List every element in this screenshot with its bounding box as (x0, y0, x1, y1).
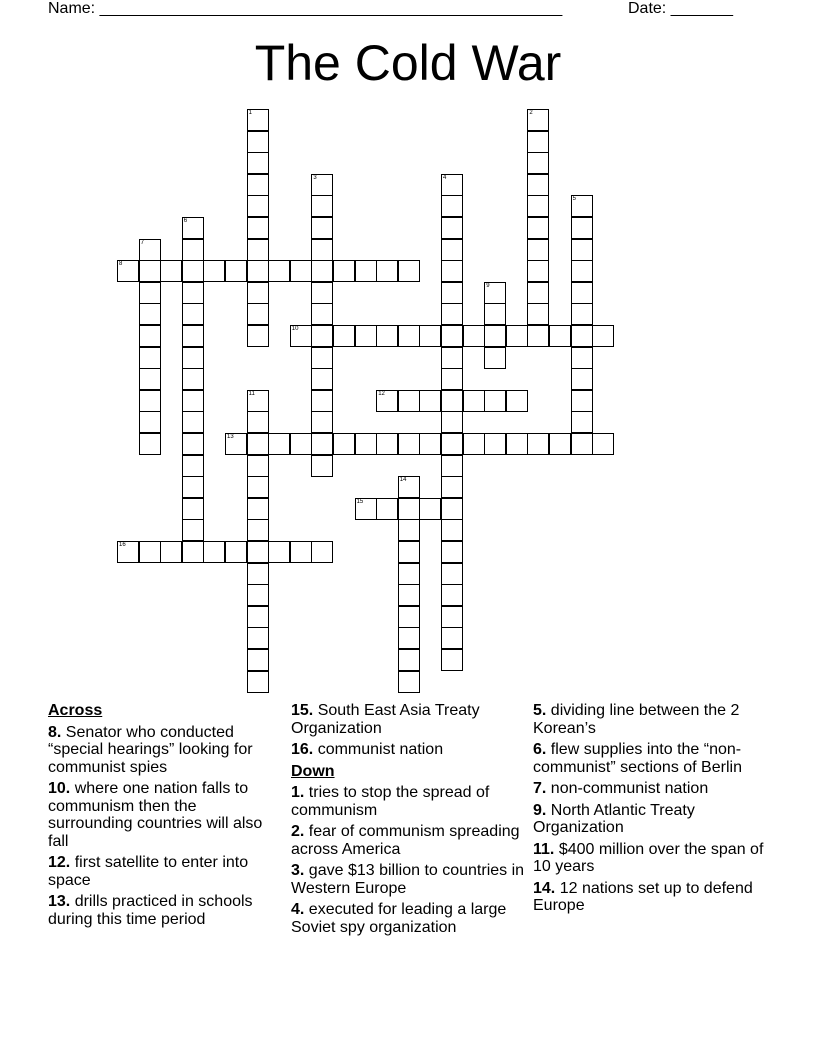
crossword-cell[interactable] (182, 519, 204, 541)
clue-number: 1. (291, 784, 305, 801)
clue-number: 14. (533, 879, 556, 897)
crossword-cell[interactable] (160, 260, 182, 282)
crossword-cell[interactable] (376, 433, 398, 455)
clue-text: non-communist nation (550, 780, 709, 797)
crossword-cell[interactable] (506, 325, 528, 347)
clue-number: 6. (533, 741, 547, 758)
crossword-cell[interactable] (441, 217, 463, 239)
crossword-cell[interactable] (247, 131, 269, 153)
crossword-cell[interactable] (290, 325, 312, 347)
crossword-cell[interactable] (527, 433, 549, 455)
crossword-cell[interactable] (441, 260, 463, 282)
crossword-cell[interactable] (441, 282, 463, 304)
crossword-cell[interactable] (441, 649, 463, 671)
crossword-cell[interactable] (527, 282, 549, 304)
clue-number: 15. (291, 702, 314, 719)
clue-text: flew supplies into the “non-communist” sections of Berlin (533, 741, 742, 776)
crossword-cell[interactable] (506, 433, 528, 455)
crossword-cell[interactable] (571, 260, 593, 282)
crossword-cell[interactable] (139, 239, 161, 261)
crossword-cell[interactable] (247, 563, 269, 585)
cell-number: 12 (378, 390, 385, 397)
crossword-cell[interactable] (333, 433, 355, 455)
crossword-cell[interactable] (463, 390, 485, 412)
cell-number: 16 (119, 542, 126, 548)
crossword-cell[interactable] (311, 303, 333, 325)
clue-text: fear of communism spreading across America (291, 823, 520, 858)
crossword-cell[interactable] (247, 109, 269, 131)
crossword-cell[interactable] (527, 152, 549, 174)
clue-text: communist nation (317, 741, 444, 758)
clues-column-3 (533, 702, 773, 919)
crossword-cell[interactable] (182, 260, 204, 282)
crossword-cell[interactable] (311, 411, 333, 433)
crossword-cell[interactable] (290, 541, 312, 563)
crossword-cell[interactable] (398, 671, 420, 693)
cell-number: 10 (291, 326, 299, 332)
crossword-cell[interactable] (419, 390, 441, 412)
crossword-cell[interactable] (441, 519, 463, 541)
crossword-cell[interactable] (311, 347, 333, 369)
crossword-cell[interactable] (311, 260, 333, 282)
crossword-cell[interactable] (527, 174, 549, 196)
crossword-cell[interactable] (139, 282, 161, 304)
crossword-cell[interactable] (311, 455, 333, 477)
crossword-cell[interactable] (527, 303, 549, 325)
clue-across-12 (48, 854, 284, 889)
crossword-cell[interactable] (398, 390, 420, 412)
crossword-cell[interactable] (441, 627, 463, 649)
clues-column-1 (48, 702, 284, 932)
crossword-cell[interactable] (571, 411, 593, 433)
clue-text: where one nation falls to communism then the surrounding countries will also fall (48, 780, 263, 850)
clue-text: South East Asia Treaty Organization (291, 702, 480, 737)
clue-down-7 (533, 780, 773, 798)
crossword-cell[interactable] (139, 390, 161, 412)
crossword-cell[interactable] (247, 325, 269, 347)
crossword-cell[interactable] (527, 325, 549, 347)
crossword-cell[interactable] (247, 217, 269, 239)
cell-number: 1 (248, 110, 252, 116)
clue-across-15 (291, 702, 527, 737)
down-heading: Down (291, 762, 335, 780)
crossword-cell[interactable] (182, 347, 204, 369)
crossword-cell[interactable] (398, 563, 420, 585)
clue-number: 12. (48, 854, 71, 871)
crossword-cell[interactable] (463, 325, 485, 347)
crossword-cell[interactable] (571, 217, 593, 239)
cell-number: 13 (227, 434, 234, 440)
crossword-cell[interactable] (441, 368, 463, 390)
crossword-cell[interactable] (355, 433, 377, 455)
crossword-cell[interactable] (441, 498, 463, 520)
crossword-cell[interactable] (398, 649, 420, 671)
crossword-cell[interactable] (398, 433, 420, 455)
cell-number: 3 (313, 174, 317, 181)
crossword-cell[interactable] (592, 325, 614, 347)
crossword-cell[interactable] (311, 325, 333, 347)
crossword-cell[interactable] (527, 195, 549, 217)
clue-down-4 (291, 901, 527, 936)
crossword-cell[interactable] (441, 476, 463, 498)
clue-number: 3. (291, 862, 305, 879)
crossword-cell[interactable] (484, 390, 506, 412)
crossword-cell[interactable] (247, 627, 269, 649)
crossword-cell[interactable] (484, 303, 506, 325)
crossword-cell[interactable] (376, 325, 398, 347)
crossword-cell[interactable] (376, 498, 398, 520)
crossword-cell[interactable] (311, 368, 333, 390)
crossword-cell[interactable] (355, 325, 377, 347)
crossword-cell[interactable] (247, 152, 269, 174)
crossword-cell[interactable] (441, 239, 463, 261)
crossword-cell[interactable] (247, 174, 269, 196)
date-field-line: Date: _______ (628, 0, 733, 17)
crossword-cell[interactable] (139, 303, 161, 325)
clue-number: 5. (533, 702, 547, 719)
crossword-cell[interactable] (571, 282, 593, 304)
crossword-cell[interactable] (571, 390, 593, 412)
crossword-cell[interactable] (376, 390, 398, 412)
clue-text: dividing line between the 2 Korean’s (533, 702, 740, 737)
page-title: The Cold War (254, 35, 562, 91)
crossword-cell[interactable] (139, 325, 161, 347)
crossword-cell[interactable] (398, 260, 420, 282)
crossword-cell[interactable] (247, 282, 269, 304)
crossword-cell[interactable] (203, 541, 225, 563)
clue-text: North Atlantic Treaty Organization (533, 801, 695, 836)
clue-text: first satellite to enter into space (48, 854, 249, 889)
cell-number: 8 (119, 261, 123, 268)
crossword-cell[interactable] (247, 541, 269, 563)
clue-across-8 (48, 724, 284, 777)
clue-number: 16. (291, 741, 314, 758)
crossword-cell[interactable] (441, 174, 463, 196)
crossword-cell[interactable] (441, 325, 463, 347)
crossword-cell[interactable] (160, 541, 182, 563)
crossword-cell[interactable] (139, 411, 161, 433)
crossword-cell[interactable] (182, 325, 204, 347)
crossword-cell[interactable] (419, 433, 441, 455)
clue-text: tries to stop the spread of communism (291, 784, 490, 819)
crossword-cell[interactable] (268, 260, 290, 282)
clue-down-1 (291, 784, 527, 819)
crossword-cell[interactable] (182, 303, 204, 325)
clue-number: 10. (48, 780, 71, 797)
crossword-cell[interactable] (398, 627, 420, 649)
crossword-cell[interactable] (463, 433, 485, 455)
crossword-cell[interactable] (311, 217, 333, 239)
cell-number: 6 (183, 218, 188, 224)
crossword-cell[interactable] (311, 195, 333, 217)
crossword-cell[interactable] (268, 541, 290, 563)
crossword-cell[interactable] (398, 584, 420, 606)
crossword-cell[interactable] (290, 260, 312, 282)
clue-text: Senator who conducted “special hearings” looking for communist spies (48, 723, 253, 776)
crossword-cell[interactable] (484, 282, 506, 304)
crossword-cell[interactable] (268, 433, 290, 455)
crossword-cell[interactable] (182, 433, 204, 455)
crossword-cell[interactable] (571, 368, 593, 390)
crossword-cell[interactable] (182, 239, 204, 261)
crossword-cell[interactable] (398, 498, 420, 520)
crossword-cell[interactable] (441, 455, 463, 477)
crossword-cell[interactable] (247, 649, 269, 671)
crossword-cell[interactable] (398, 325, 420, 347)
crossword-cell[interactable] (290, 433, 312, 455)
crossword-cell[interactable] (225, 541, 247, 563)
crossword-cell[interactable] (398, 541, 420, 563)
crossword-cell[interactable] (441, 563, 463, 585)
crossword-cell[interactable] (398, 519, 420, 541)
crossword-cell[interactable] (182, 455, 204, 477)
crossword-cell[interactable] (139, 433, 161, 455)
crossword-cell[interactable] (182, 282, 204, 304)
crossword-cell[interactable] (311, 541, 333, 563)
clue-across-13 (48, 893, 284, 928)
crossword-cell[interactable] (247, 390, 269, 412)
name-field-line: Name: ____________________________________________________ (48, 0, 563, 17)
clue-down-14 (533, 880, 773, 915)
crossword-cell[interactable] (527, 260, 549, 282)
crossword-cell[interactable] (398, 476, 420, 498)
crossword-cell[interactable] (182, 476, 204, 498)
crossword-cell[interactable] (527, 109, 549, 131)
crossword-cell[interactable] (441, 606, 463, 628)
cell-number: 5 (572, 196, 576, 203)
crossword-cell[interactable] (139, 368, 161, 390)
crossword-cell[interactable] (117, 541, 139, 563)
crossword-cell[interactable] (203, 260, 225, 282)
crossword-cell[interactable] (419, 498, 441, 520)
crossword-cell[interactable] (571, 433, 593, 455)
crossword-cell[interactable] (247, 433, 269, 455)
clue-text: gave $13 billion to countries in Western Europe (291, 862, 525, 897)
crossword-cell[interactable] (355, 260, 377, 282)
crossword-cell[interactable] (571, 325, 593, 347)
crossword-cell[interactable] (139, 541, 161, 563)
crossword-cell[interactable] (484, 347, 506, 369)
crossword-cell[interactable] (376, 260, 398, 282)
crossword-cell[interactable] (419, 325, 441, 347)
crossword-cell[interactable] (484, 325, 506, 347)
clues-column-2 (291, 702, 527, 940)
crossword-cell[interactable] (527, 217, 549, 239)
crossword-cell[interactable] (571, 303, 593, 325)
crossword-cell[interactable] (311, 433, 333, 455)
crossword-cell[interactable] (355, 498, 377, 520)
across-heading: Across (48, 702, 103, 719)
clue-across-16 (291, 741, 527, 759)
clue-number: 2. (291, 823, 305, 840)
cell-number: 7 (140, 239, 144, 246)
clue-number: 13. (48, 893, 71, 910)
clue-across-10 (48, 780, 284, 850)
crossword-cell[interactable] (247, 303, 269, 325)
crossword-cell[interactable] (441, 347, 463, 369)
cell-number: 14 (399, 477, 407, 484)
crossword-cell[interactable] (333, 325, 355, 347)
clue-down-9 (533, 802, 773, 837)
crossword-cell[interactable] (311, 174, 333, 196)
crossword-cell[interactable] (441, 390, 463, 412)
crossword-cell[interactable] (311, 390, 333, 412)
crossword-cell[interactable] (182, 217, 204, 239)
crossword-cell[interactable] (527, 131, 549, 153)
clue-number: 9. (533, 801, 547, 819)
clue-down-11 (533, 841, 773, 876)
clue-number: 7. (533, 780, 547, 797)
crossword-cell[interactable] (549, 433, 571, 455)
crossword-cell[interactable] (247, 195, 269, 217)
crossword-cell[interactable] (182, 498, 204, 520)
clue-text: 12 nations set up to defend Europe (533, 879, 753, 914)
crossword-cell[interactable] (441, 303, 463, 325)
crossword-cell[interactable] (247, 671, 269, 693)
crossword-cell[interactable] (247, 498, 269, 520)
crossword-cell[interactable] (549, 325, 571, 347)
crossword-cell[interactable] (139, 260, 161, 282)
clue-down-6 (533, 741, 773, 776)
clue-text: executed for leading a large Soviet spy organization (291, 901, 507, 936)
crossword-cell[interactable] (571, 195, 593, 217)
clue-text: $400 million over the span of 10 years (533, 840, 764, 875)
crossword-cell[interactable] (139, 347, 161, 369)
crossword-cell[interactable] (441, 584, 463, 606)
clue-number: 4. (291, 901, 305, 918)
crossword-cell[interactable] (571, 347, 593, 369)
crossword-cell[interactable] (311, 239, 333, 261)
crossword-cell[interactable] (182, 368, 204, 390)
crossword-cell[interactable] (441, 433, 463, 455)
crossword-cell[interactable] (182, 411, 204, 433)
crossword-cell[interactable] (247, 411, 269, 433)
crossword-cell[interactable] (527, 239, 549, 261)
cell-number: 9 (486, 282, 490, 289)
crossword-cell[interactable] (441, 411, 463, 433)
clue-number: 11. (533, 840, 555, 858)
crossword-cell[interactable] (182, 390, 204, 412)
clue-down-5 (533, 702, 773, 737)
crossword-cell[interactable] (333, 260, 355, 282)
clue-down-3 (291, 862, 527, 897)
crossword-cell[interactable] (311, 282, 333, 304)
crossword-cell[interactable] (225, 433, 247, 455)
crossword-cell[interactable] (506, 390, 528, 412)
cell-number: 11 (248, 390, 255, 397)
cell-number: 4 (443, 174, 447, 181)
crossword-cell[interactable] (441, 195, 463, 217)
crossword-cell[interactable] (225, 260, 247, 282)
cell-number: 15 (356, 498, 364, 505)
crossword-cell[interactable] (592, 433, 614, 455)
crossword-cell[interactable] (247, 519, 269, 541)
crossword-cell[interactable] (247, 606, 269, 628)
crossword-cell[interactable] (247, 476, 269, 498)
crossword-cell[interactable] (247, 260, 269, 282)
crossword-cell[interactable] (247, 239, 269, 261)
crossword-cell[interactable] (182, 541, 204, 563)
crossword-cell[interactable] (398, 606, 420, 628)
clue-text: drills practiced in schools during this time period (48, 893, 253, 928)
cell-number: 2 (529, 110, 533, 116)
crossword-cell[interactable] (247, 584, 269, 606)
clue-down-2 (291, 823, 527, 858)
crossword-cell[interactable] (571, 239, 593, 261)
crossword-cell[interactable] (117, 260, 139, 282)
crossword-cell[interactable] (247, 455, 269, 477)
crossword-cell[interactable] (484, 433, 506, 455)
crossword-cell[interactable] (441, 541, 463, 563)
clue-number: 8. (48, 723, 62, 741)
